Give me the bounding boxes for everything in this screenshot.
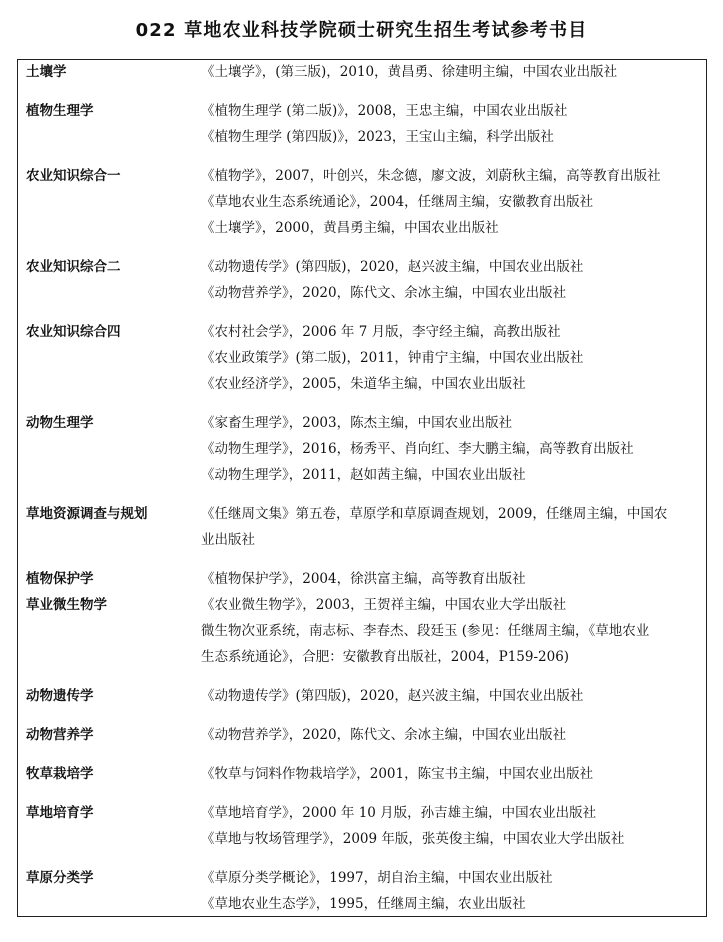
reference-line: 《家畜生理学》，2003，陈杰主编，中国农业出版社 <box>201 415 513 431</box>
reference-line: 《农业经济学》，2005，朱道华主编，中国农业出版社 <box>201 376 526 392</box>
subject-label: 植物生理学 <box>26 103 94 119</box>
reference-line: 生态系统通论》，合肥：安徽教育出版社，2004，P159-206) <box>201 649 570 665</box>
subject-label: 植物保护学 <box>26 571 94 587</box>
subject-label: 草原分类学 <box>26 870 94 886</box>
reference-line: 《动物生理学》，2016，杨秀平、肖向红、李大鹏主编，高等教育出版社 <box>201 441 634 457</box>
reference-line: 《草地培育学》，2000 年 10 月版，孙吉雄主编，中国农业出版社 <box>201 805 597 821</box>
subject-label: 草地培育学 <box>26 805 94 821</box>
reference-table-border <box>17 59 707 917</box>
reference-line: 《任继周文集》第五卷，草原学和草原调查规划，2009，任继周主编，中国农 <box>201 506 668 522</box>
subject-label: 农业知识综合四 <box>26 324 121 340</box>
reference-line: 《植物学》，2007，叶创兴，朱念德，廖文波，刘蔚秋主编，高等教育出版社 <box>201 168 661 184</box>
subject-label: 草地资源调查与规划 <box>26 506 148 522</box>
subject-label: 农业知识综合一 <box>26 168 121 184</box>
reference-line: 《农业微生物学》，2003，王贺祥主编，中国农业大学出版社 <box>201 597 567 613</box>
subject-label: 动物营养学 <box>26 727 94 743</box>
page-title: 022 草地农业科技学院硕士研究生招生考试参考书目 <box>135 20 588 41</box>
reference-line: 《植物保护学》，2004，徐洪富主编，高等教育出版社 <box>201 571 526 587</box>
reference-line: 《植物生理学 (第四版)》，2023，王宝山主编，科学出版社 <box>201 129 554 145</box>
reference-line: 《草地农业生态学》，1995，任继周主编，农业出版社 <box>201 896 526 912</box>
reference-line: 《动物营养学》，2020，陈代文、余冰主编，中国农业出版社 <box>201 727 567 743</box>
reference-line: 《草地与牧场管理学》，2009 年版，张英俊主编，中国农业大学出版社 <box>201 831 625 847</box>
reference-line: 《动物遗传学》(第四版)，2020，赵兴波主编，中国农业出版社 <box>201 259 584 275</box>
reference-line: 《农业政策学》(第二版)，2011，钟甫宁主编，中国农业出版社 <box>201 350 584 366</box>
subject-label: 动物遗传学 <box>26 688 94 704</box>
reference-line: 《土壤学》，(第三版)，2010，黄昌勇、徐建明主编，中国农业出版社 <box>201 64 618 80</box>
subject-label: 牧草栽培学 <box>26 766 94 782</box>
reference-line: 《植物生理学 (第二版)》，2008，王忠主编，中国农业出版社 <box>201 103 568 119</box>
subject-label: 草业微生物学 <box>26 597 107 613</box>
subject-label: 土壤学 <box>26 64 67 80</box>
reference-line: 《牧草与饲料作物栽培学》，2001，陈宝书主编，中国农业出版社 <box>201 766 594 782</box>
subject-label: 动物生理学 <box>26 415 94 431</box>
reference-line: 《动物遗传学》(第四版)，2020，赵兴波主编，中国农业出版社 <box>201 688 584 704</box>
reference-line: 微生物次亚系统，南志标、李春杰、段廷玉 (参见：任继周主编，《草地农业 <box>201 623 650 639</box>
subject-label: 农业知识综合二 <box>26 259 121 275</box>
reference-line: 《草原分类学概论》，1997，胡自治主编，中国农业出版社 <box>201 870 553 886</box>
reference-line: 《农村社会学》，2006 年 7 月版，李守经主编，高教出版社 <box>201 324 561 340</box>
reference-line: 《动物营养学》，2020，陈代文、余冰主编，中国农业出版社 <box>201 285 567 301</box>
reference-line: 《土壤学》，2000，黄昌勇主编，中国农业出版社 <box>201 220 499 236</box>
reference-line: 《草地农业生态系统通论》，2004，任继周主编，安徽教育出版社 <box>201 194 594 210</box>
reference-line: 《动物生理学》，2011，赵如茜主编，中国农业出版社 <box>201 467 526 483</box>
reference-line: 业出版社 <box>201 532 255 548</box>
